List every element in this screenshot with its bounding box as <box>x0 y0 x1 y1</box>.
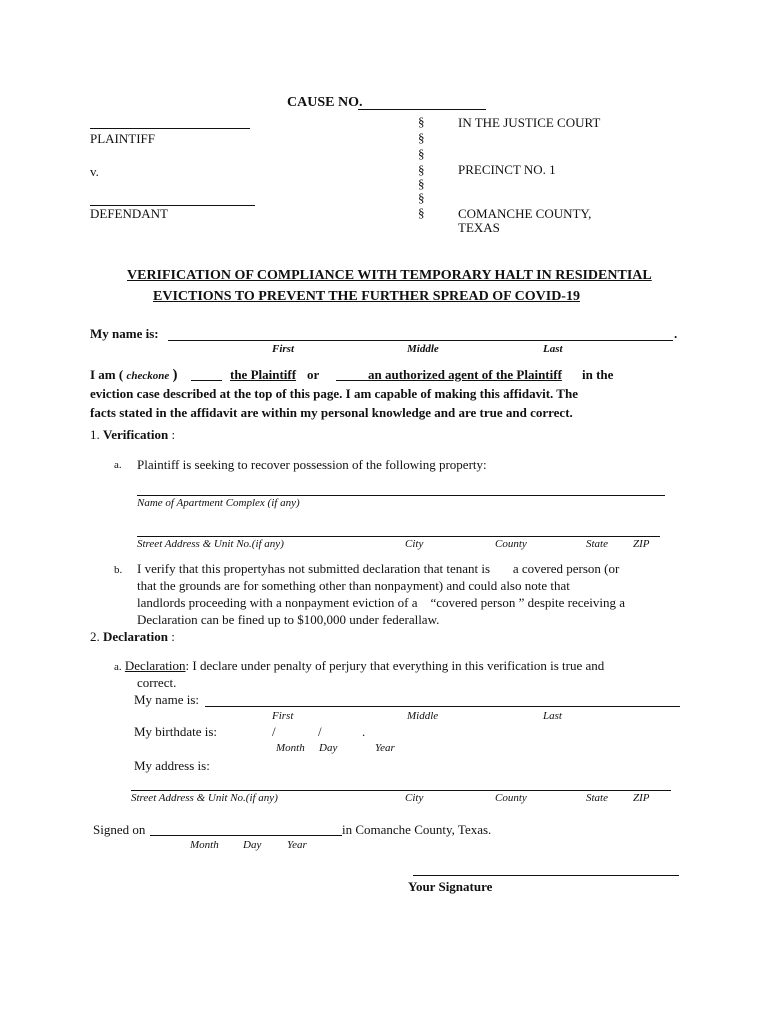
declaration-zip-caption: ZIP <box>633 792 650 804</box>
birthdate-label: My birthdate is: <box>134 724 218 739</box>
cause-no-label: CAUSE NO. <box>287 95 363 110</box>
verify-line-4: Declaration can be fined up to $100,000 under federallaw. <box>137 612 440 627</box>
verify-line-3: landlords proceeding with a nonpayment eviction of a “covered person ” despite receiving a <box>137 595 626 610</box>
declaration-text-2: correct. <box>137 675 177 690</box>
plaintiff-line[interactable] <box>90 128 250 129</box>
declaration-address-line[interactable] <box>131 790 671 791</box>
declaration-heading: Declaration <box>103 629 168 644</box>
apartment-caption: Name of Apartment Complex (if any) <box>137 497 300 509</box>
declaration-name-label: My name is: <box>134 692 199 707</box>
in-county-label: in Comanche County, Texas. <box>342 822 492 837</box>
your-signature-label: Your Signature <box>408 879 493 894</box>
versus-label: v. <box>90 164 99 179</box>
section-sign: § <box>418 130 425 145</box>
state-label: TEXAS <box>458 220 500 235</box>
verification-colon: : <box>171 427 176 442</box>
option-or: or <box>307 367 320 382</box>
birthdate-slash-1: / <box>272 724 276 739</box>
i-am-prefix: I am ( <box>90 367 124 382</box>
declaration-street-caption: Street Address & Unit No.(if any) <box>131 792 278 804</box>
agent-checkbox-line[interactable] <box>336 380 368 381</box>
verification-heading: Verification <box>103 427 169 442</box>
county-caption: County <box>495 538 527 550</box>
option-agent: an authorized agent of the Plaintiff <box>368 367 562 382</box>
item-b-marker: b. <box>114 564 123 576</box>
address-label: My address is: <box>134 758 210 773</box>
option-plaintiff: the Plaintiff <box>230 367 297 382</box>
middle-name-caption: Middle <box>407 343 439 355</box>
court-label: IN THE JUSTICE COURT <box>458 115 601 130</box>
signed-day-caption: Day <box>243 839 262 851</box>
declaration-county-caption: County <box>495 792 527 804</box>
section-sign: § <box>418 190 425 205</box>
name-input-line[interactable] <box>168 340 673 341</box>
signed-month-caption: Month <box>190 839 219 851</box>
title-line-1: VERIFICATION OF COMPLIANCE WITH TEMPORARY HALT IN RESIDENTIAL <box>127 268 652 283</box>
plaintiff-checkbox-line[interactable] <box>191 380 222 381</box>
declaration-name-line[interactable] <box>205 706 680 707</box>
i-am-line-2: eviction case described at the top of this page. I am capable of making this affidavit. The <box>90 386 578 401</box>
verify-line-2: that the grounds are for something other than nonpayment) and could also note that <box>137 578 570 593</box>
street-caption: Street Address & Unit No.(if any) <box>137 538 284 550</box>
close-paren: ) <box>172 367 178 383</box>
birth-year-caption: Year <box>375 742 395 754</box>
verify-line-1: I verify that this propertyhas not submitted declaration that tenant is a covered person (or <box>137 561 620 576</box>
plaintiff-label: PLAINTIFF <box>90 131 156 146</box>
address-input-line[interactable] <box>137 536 660 537</box>
name-period: . <box>674 326 678 341</box>
declaration-a-marker: a. <box>114 661 122 673</box>
i-am-line-3: facts stated in the affidavit are within my personal knowledge and are true and correct. <box>90 405 573 420</box>
defendant-label: DEFENDANT <box>90 206 168 221</box>
declaration-middle-caption: Middle <box>407 710 439 722</box>
section-sign: § <box>418 146 425 161</box>
declaration-first-caption: First <box>272 710 294 722</box>
declaration-number: 2. <box>90 629 100 644</box>
title-line-2: EVICTIONS TO PREVENT THE FURTHER SPREAD OF COVID-19 <box>153 289 580 304</box>
signed-year-caption: Year <box>287 839 307 851</box>
section-sign: § <box>418 114 425 129</box>
declaration-text: : I declare under penalty of perjury that everything in this verification is true and <box>185 658 605 673</box>
birthdate-period: . <box>362 724 366 739</box>
section-sign: § <box>418 205 425 220</box>
first-name-caption: First <box>272 343 295 355</box>
apartment-input-line[interactable] <box>137 495 665 496</box>
last-name-caption: Last <box>543 343 563 355</box>
declaration-last-caption: Last <box>543 710 562 722</box>
item-a-marker: a. <box>114 459 122 471</box>
city-caption: City <box>405 538 424 550</box>
precinct-label: PRECINCT NO. 1 <box>458 162 556 177</box>
verification-number: 1. <box>90 427 100 442</box>
signed-on-line[interactable] <box>150 835 342 836</box>
birth-day-caption: Day <box>319 742 338 754</box>
declaration-colon: : <box>171 629 175 644</box>
name-label: My name is: <box>90 326 159 341</box>
signed-on-label: Signed on <box>93 822 146 837</box>
section-sign: § <box>418 162 425 177</box>
county-label: COMANCHE COUNTY, <box>458 206 592 221</box>
signature-line[interactable] <box>413 875 679 876</box>
cause-no-line[interactable] <box>358 109 486 110</box>
zip-caption: ZIP <box>633 538 650 550</box>
declaration-city-caption: City <box>405 792 424 804</box>
birthdate-slash-2: / <box>318 724 322 739</box>
section-sign: § <box>418 176 425 191</box>
birth-month-caption: Month <box>276 742 305 754</box>
state-caption: State <box>586 538 608 550</box>
checkone-label: checkone <box>126 370 170 382</box>
declaration-underlined: Declaration <box>124 658 186 673</box>
i-am-suffix: in the <box>582 367 614 382</box>
property-text: Plaintiff is seeking to recover possession of the following property: <box>137 457 487 472</box>
declaration-state-caption: State <box>586 792 608 804</box>
